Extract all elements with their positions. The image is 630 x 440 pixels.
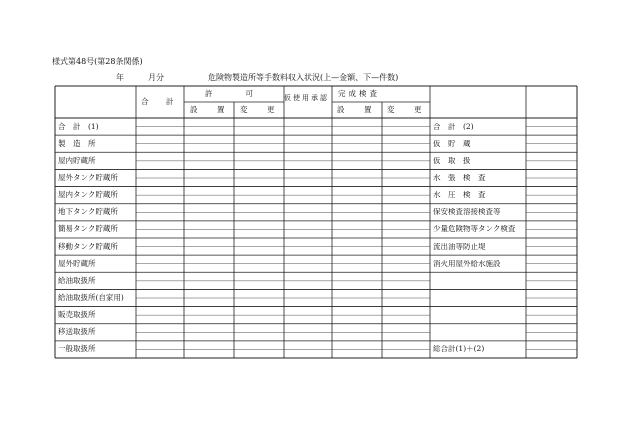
- header-permit-change: 変 更: [240, 105, 281, 114]
- left-row-label: 販売取扱所: [58, 310, 96, 320]
- left-row-label: 移動タンク貯蔵所: [58, 241, 118, 251]
- left-row-label: 地下タンク貯蔵所: [58, 207, 118, 217]
- left-row-label: 屋内貯蔵所: [58, 155, 96, 165]
- month-label: 月分: [148, 73, 164, 82]
- header-insp-change: 変 更: [387, 105, 428, 114]
- form-title: 危険物製造所等手数料収入状況(上—金額、下—件数): [208, 73, 399, 82]
- header-inspection: 完成検査: [338, 89, 380, 98]
- left-row-label: 製 造 所: [58, 138, 96, 148]
- right-row-label: 仮 取 扱: [433, 156, 471, 165]
- right-row-label: 水 張 検 査: [433, 174, 486, 182]
- right-row-label: 合 計 (2): [433, 122, 474, 131]
- left-row-label: 移送取扱所: [58, 327, 96, 337]
- left-row-label: 簡易タンク貯蔵所: [58, 224, 118, 234]
- form-number: 様式第48号(第28条関係): [52, 57, 143, 66]
- right-row-label: 流出油等防止堤: [433, 242, 486, 251]
- right-row-label: 総合計(1)＋(2): [433, 345, 485, 353]
- header-insp-install: 設 置: [337, 105, 378, 114]
- right-row-label: 少量危険物等タンク検査: [433, 225, 516, 233]
- year-label: 年: [116, 73, 124, 82]
- right-row-label: 仮 貯 蔵: [433, 139, 471, 148]
- header-provisional: 仮使用承認: [284, 94, 329, 102]
- left-row-label: 屋外貯蔵所: [58, 258, 96, 268]
- left-row-label: 給油取扱所: [58, 275, 96, 285]
- right-row-label: 保安検査溶接検査等: [433, 208, 501, 216]
- left-row-label: 合 計 (1): [58, 121, 99, 131]
- header-permit-install: 設 置: [190, 105, 231, 114]
- header-total: 合 計: [141, 97, 179, 106]
- header-permit: 許 可: [205, 89, 259, 98]
- left-row-label: 屋外タンク貯蔵所: [58, 173, 118, 182]
- left-row-label: 屋内タンク貯蔵所: [58, 190, 118, 200]
- right-row-label: 消火用屋外給水施設: [433, 259, 501, 268]
- left-row-label: 一般取扱所: [58, 344, 96, 354]
- left-row-label: 給油取扱所(自家用): [58, 293, 124, 302]
- right-row-label: 水 圧 検 査: [433, 191, 486, 199]
